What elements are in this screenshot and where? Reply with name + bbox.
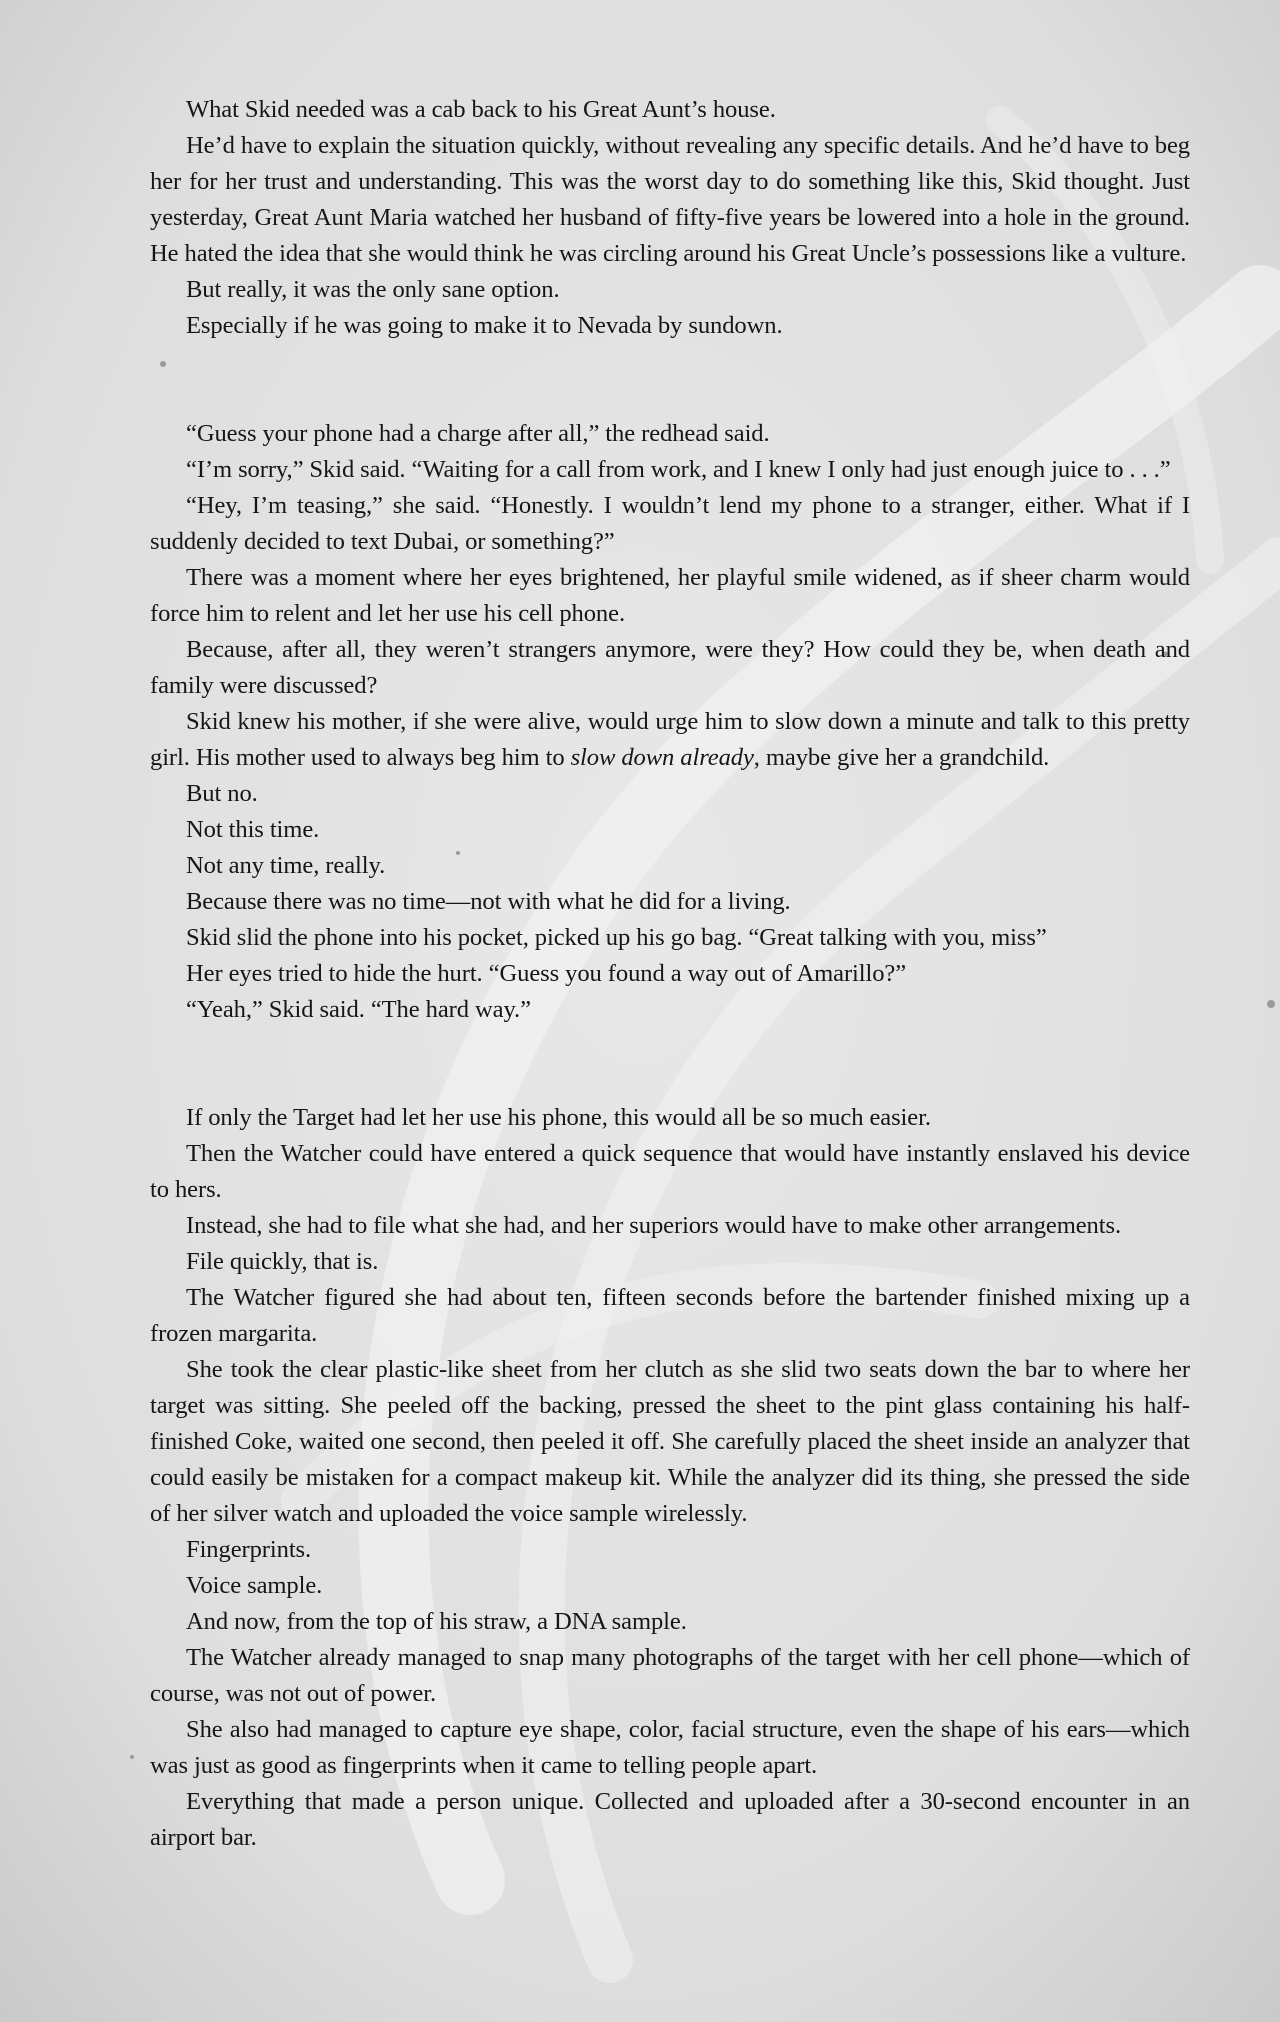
paragraph-text: , maybe give her a grandchild. (753, 744, 1050, 771)
paragraph: Not any time, really. (186, 852, 386, 879)
paragraph-text: Skid knew his mother, if she were alive, would urge him to slow down a minute and talk to this pretty girl. His mother used to always beg him to (150, 708, 1190, 771)
paragraph: “Hey, I’m teasing,” she said. “Honestly. I wouldn’t lend my phone to a stranger, either. What if I suddenly decided to text Dubai, or something?” (150, 492, 1190, 555)
paragraph: She took the clear plastic-like sheet from her clutch as she slid two seats down the bar to where her target was sitting. She peeled off the backing, pressed the sheet to the pint glass containing his half-finished Coke, waited one second, then peeled it off. She carefully placed the sheet inside an analyzer that could easily be mistaken for a compact makeup kit. While the analyzer did its thing, she pressed the side of her silver watch and uploaded the voice sample wirelessly. (150, 1356, 1190, 1527)
paragraph: There was a moment where her eyes brightened, her playful smile widened, as if sheer charm would force him to relent and let her use his cell phone. (150, 564, 1190, 627)
paragraph: File quickly, that is. (186, 1248, 379, 1275)
paragraph: Everything that made a person unique. Collected and uploaded after a 30-second encounter in an airport bar. (150, 1788, 1190, 1851)
paragraph: She also had managed to capture eye shape, color, facial structure, even the shape of his ears—which was just as good as fingerprints when it came to telling people apart. (150, 1716, 1190, 1779)
paragraph: Not this time. (186, 816, 320, 843)
paragraph: Fingerprints. (186, 1536, 312, 1563)
paragraph: The Watcher already managed to snap many photographs of the target with her cell phone—which of course, was not out of power. (150, 1644, 1190, 1707)
paragraph: The Watcher figured she had about ten, fifteen seconds before the bartender finished mixing up a frozen margarita. (150, 1284, 1190, 1347)
paragraph: And now, from the top of his straw, a DNA sample. (186, 1608, 687, 1635)
paragraph: Instead, she had to file what she had, and her superiors would have to make other arrangements. (186, 1212, 1122, 1239)
paragraph: But really, it was the only sane option. (186, 276, 560, 303)
paragraph: Then the Watcher could have entered a quick sequence that would have instantly enslaved his device to hers. (150, 1140, 1190, 1203)
paragraph: “I’m sorry,” Skid said. “Waiting for a call from work, and I knew I only had just enough juice to . . .” (186, 456, 1171, 483)
emphasis-text: slow down already (570, 744, 754, 771)
paragraph: Skid slid the phone into his pocket, picked up his go bag. “Great talking with you, miss” (186, 924, 1047, 951)
paragraph: He’d have to explain the situation quickly, without revealing any specific details. And he’d have to beg her for her trust and understanding. This was the worst day to do something like this, Skid thought. Just yesterday, Great Aunt Maria watched her husband of fifty-five years be lowered into a hole in the ground. He hated the idea that she would think he was circling around his Great Uncle’s possessions like a vulture. (150, 132, 1190, 267)
scene-2 (150, 416, 1190, 1028)
paragraph: But no. (186, 780, 258, 807)
paragraph: What Skid needed was a cab back to his Great Aunt’s house. (186, 96, 776, 123)
page-text (150, 92, 1190, 1856)
paragraph: Especially if he was going to make it to Nevada by sundown. (186, 312, 783, 339)
paragraph: “Guess your phone had a charge after all,” the redhead said. (186, 420, 770, 447)
paragraph: “Yeah,” Skid said. “The hard way.” (186, 996, 531, 1023)
scene-1 (150, 92, 1190, 344)
paragraph: If only the Target had let her use his phone, this would all be so much easier. (186, 1104, 931, 1131)
paragraph (150, 704, 1190, 776)
paragraph: Voice sample. (186, 1572, 323, 1599)
paragraph: Because, after all, they weren’t strangers anymore, were they? How could they be, when death and family were discussed? (150, 636, 1190, 699)
paragraph: Because there was no time—not with what he did for a living. (186, 888, 791, 915)
paragraph: Her eyes tried to hide the hurt. “Guess you found a way out of Amarillo?” (186, 960, 907, 987)
scene-3 (150, 1100, 1190, 1856)
